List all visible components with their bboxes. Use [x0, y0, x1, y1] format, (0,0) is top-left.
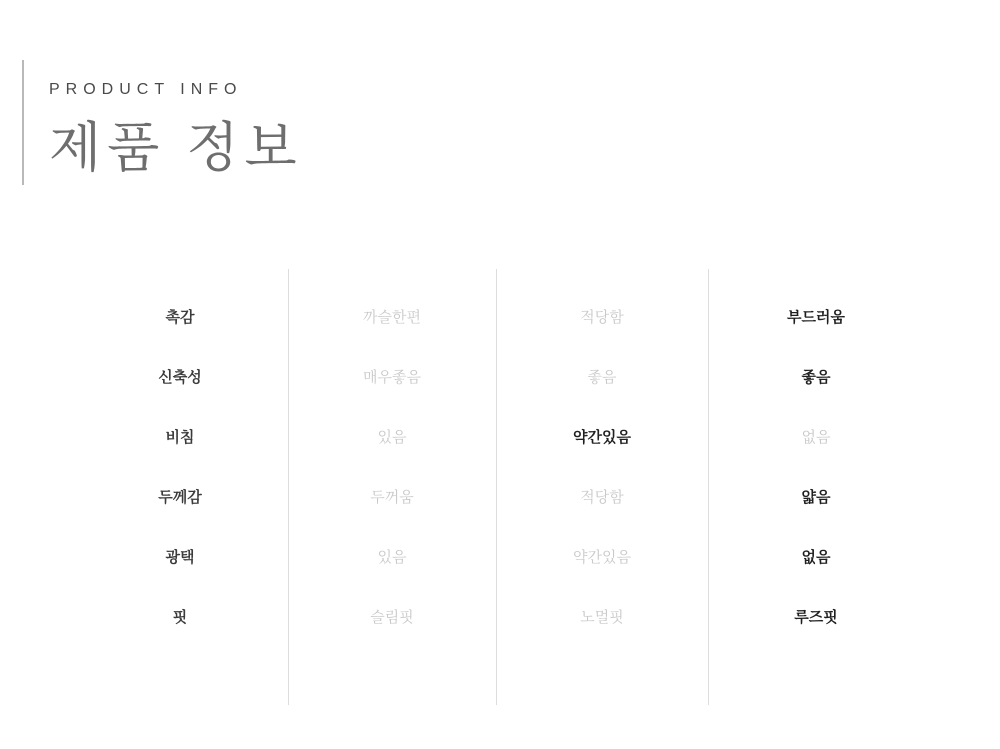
spec-option-selected: 부드러움 — [787, 308, 845, 326]
spec-option-selected: 약간있음 — [573, 428, 631, 446]
spec-option: 매우좋음 — [363, 368, 421, 386]
spec-column-labels — [72, 275, 288, 705]
spec-label: 촉감 — [165, 308, 195, 326]
spec-label: 신축성 — [158, 368, 202, 386]
product-spec-table — [72, 275, 932, 705]
spec-option: 있음 — [377, 428, 407, 446]
section-header — [22, 60, 303, 185]
spec-option: 약간있음 — [573, 548, 631, 566]
spec-option-selected: 루즈핏 — [794, 608, 838, 626]
spec-option: 적당함 — [580, 308, 624, 326]
spec-option: 없음 — [801, 428, 831, 446]
spec-option: 까슬한편 — [363, 308, 421, 326]
spec-column-option-2 — [496, 275, 708, 705]
spec-label: 광택 — [165, 548, 195, 566]
spec-column-option-3 — [708, 275, 924, 705]
spec-label: 핏 — [172, 608, 188, 626]
page-title: 제품 정보 — [49, 118, 303, 178]
spec-option-selected: 얇음 — [801, 488, 831, 506]
spec-option: 좋음 — [587, 368, 617, 386]
spec-option-selected: 없음 — [801, 548, 831, 566]
spec-label: 두께감 — [158, 488, 202, 506]
spec-option: 있음 — [377, 548, 407, 566]
spec-option: 적당함 — [580, 488, 624, 506]
spec-option: 두꺼움 — [370, 488, 414, 506]
spec-label: 비침 — [165, 428, 195, 446]
page-eyebrow: PRODUCT INFO — [49, 81, 243, 98]
spec-option: 노멀핏 — [580, 608, 624, 626]
spec-column-option-1 — [288, 275, 496, 705]
spec-option: 슬림핏 — [370, 608, 414, 626]
spec-option-selected: 좋음 — [801, 368, 831, 386]
